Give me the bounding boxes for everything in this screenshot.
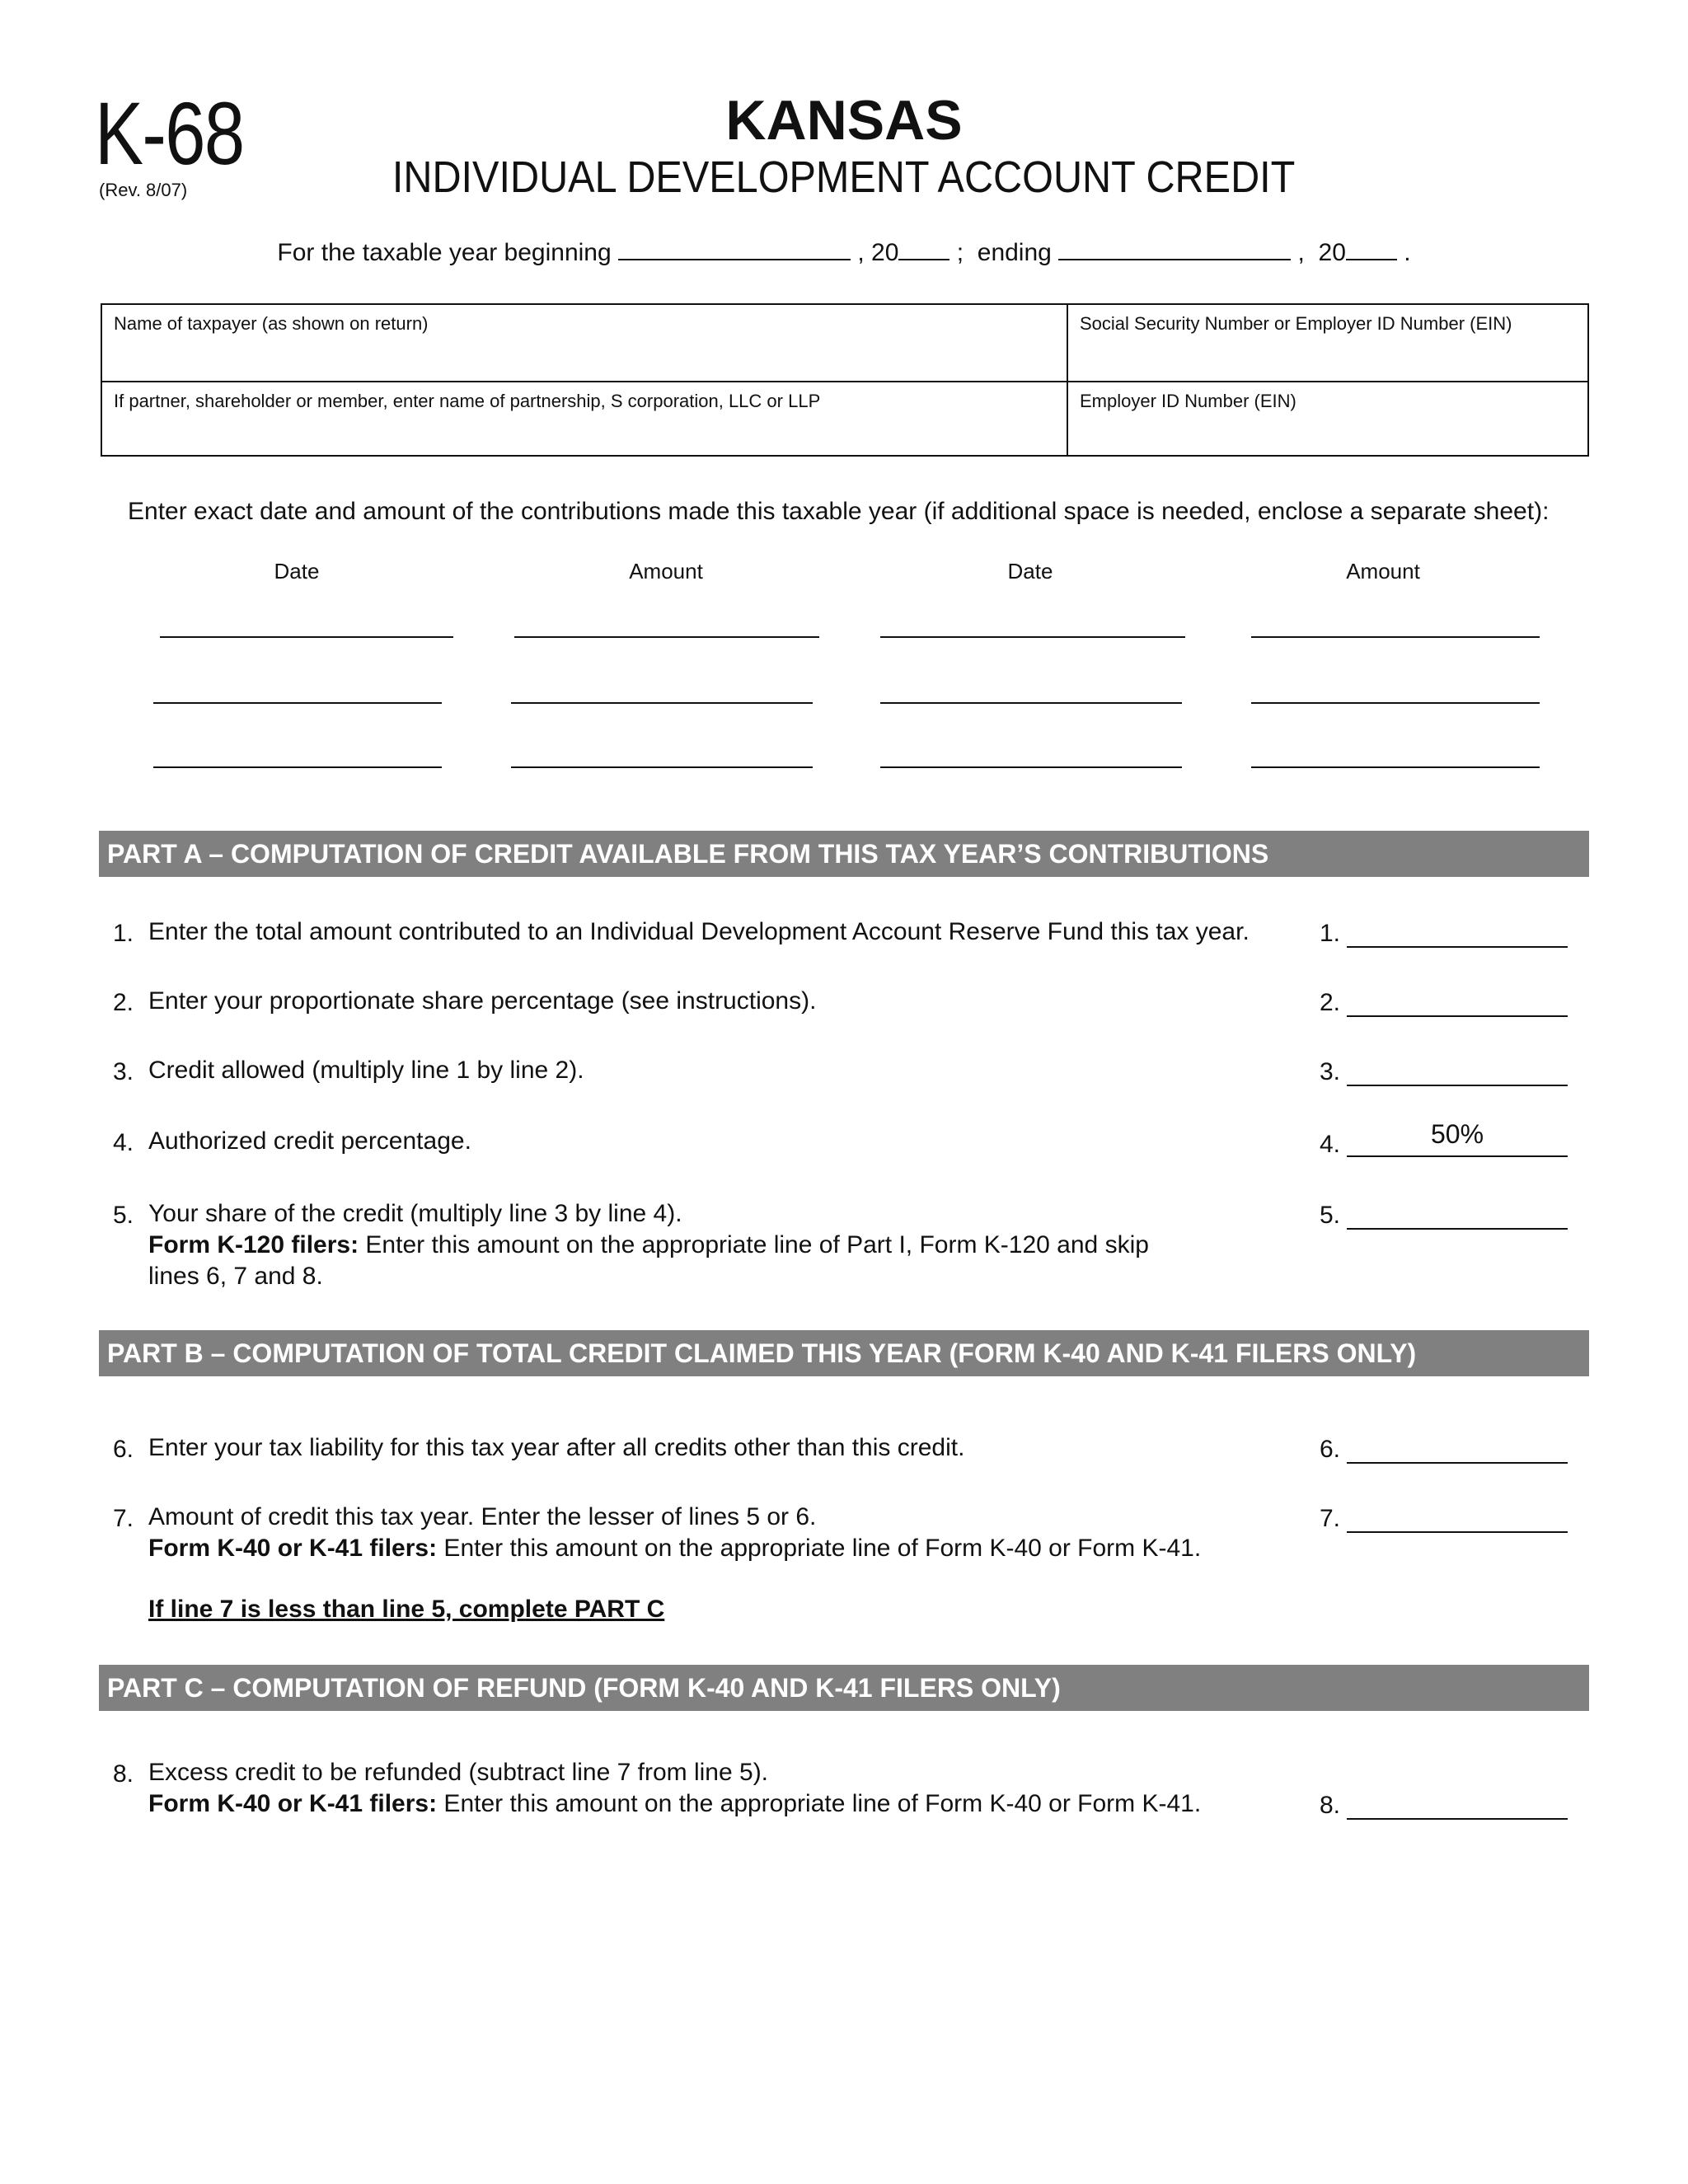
taxpayer-row-2	[102, 381, 1587, 457]
year-ending-label: ; ending	[956, 239, 1052, 266]
line-3-amount-field[interactable]	[1347, 1085, 1568, 1086]
line-number: 2.	[112, 989, 134, 1016]
line-number: 7.	[112, 1505, 134, 1532]
column-header-amount-1: Amount	[629, 559, 703, 583]
line-8-instruction	[148, 1788, 1201, 1820]
line-number: 5.	[112, 1202, 134, 1229]
line-8-amount-field[interactable]	[1347, 1818, 1568, 1820]
part-c-condition-note: If line 7 is less than line 5, complete PART C	[148, 1596, 665, 1623]
line-ref-number: 6.	[1319, 1436, 1340, 1463]
line-7-text: Amount of credit this tax year. Enter the lesser of lines 5 or 6.	[148, 1503, 817, 1530]
contribution-date-field[interactable]	[880, 766, 1182, 768]
line-5-continuation: lines 6, 7 and 8.	[148, 1263, 323, 1290]
contribution-amount-field[interactable]	[1251, 702, 1540, 704]
form-revision: (Rev. 8/07)	[99, 180, 188, 200]
k40-filers-label: Form K-40 or K-41 filers:	[148, 1535, 438, 1562]
line-6-text: Enter your tax liability for this tax year after all credits other than this credit.	[148, 1434, 965, 1461]
part-c-header: PART C – COMPUTATION OF REFUND (FORM K-40 AND K-41 FILERS ONLY)	[99, 1665, 1589, 1711]
line-2-text: Enter your proportionate share percentage (see instructions).	[148, 987, 817, 1015]
k120-filers-label: Form K-120 filers:	[148, 1231, 359, 1258]
line-5-instruction	[148, 1230, 1149, 1261]
line-5-amount-field[interactable]	[1347, 1228, 1568, 1230]
contribution-amount-field[interactable]	[514, 636, 819, 638]
line-4-amount-field[interactable]	[1347, 1155, 1568, 1157]
line-6-amount-field[interactable]	[1347, 1462, 1568, 1464]
partnership-name-field[interactable]	[102, 382, 1068, 457]
line-4-value: 50%	[1430, 1119, 1484, 1149]
line-number: 6.	[112, 1436, 134, 1463]
line-ref-number: 5.	[1319, 1202, 1340, 1229]
k40-filers-label: Form K-40 or K-41 filers:	[148, 1790, 438, 1817]
column-header-date-2: Date	[1007, 559, 1053, 583]
line-7-instruction	[148, 1533, 1201, 1564]
line-ref-number: 8.	[1319, 1792, 1340, 1819]
line-ref-number: 2.	[1319, 989, 1340, 1016]
line-number: 8.	[112, 1760, 134, 1788]
taxable-year-line	[0, 239, 1688, 267]
ssn-field[interactable]	[1068, 305, 1589, 381]
ssn-label: Social Security Number or Employer ID Number (EIN)	[1080, 313, 1512, 334]
form-title	[0, 152, 1688, 202]
line-7-amount-field[interactable]	[1347, 1531, 1568, 1533]
year-begin-year-field[interactable]	[898, 239, 950, 260]
line-8-instruction-text: Enter this amount on the appropriate line of Form K-40 or Form K-41.	[437, 1790, 1202, 1817]
year-begin-date-field[interactable]	[618, 239, 851, 260]
contribution-amount-field[interactable]	[1251, 636, 1540, 638]
part-b-header: PART B – COMPUTATION OF TOTAL CREDIT CLAIMED THIS YEAR (FORM K-40 AND K-41 FILERS ONLY)	[99, 1330, 1589, 1376]
taxable-year-prefix: For the taxable year beginning	[277, 239, 612, 266]
taxpayer-name-field[interactable]	[102, 305, 1068, 381]
ein-field[interactable]	[1068, 382, 1589, 457]
form-title-text: INDIVIDUAL DEVELOPMENT ACCOUNT CREDIT	[392, 152, 1296, 202]
line-number: 4.	[112, 1129, 134, 1156]
state-title: KANSAS	[725, 89, 963, 152]
contribution-amount-field[interactable]	[511, 702, 813, 704]
contribution-date-field[interactable]	[880, 702, 1182, 704]
contribution-date-field[interactable]	[160, 636, 453, 638]
line-5-text: Your share of the credit (multiply line 3 by line 4).	[148, 1200, 682, 1227]
line-3-text: Credit allowed (multiply line 1 by line 2).	[148, 1057, 584, 1084]
taxpayer-row-1	[102, 305, 1587, 381]
year-begin-20: , 20	[857, 239, 899, 266]
line-ref-number: 3.	[1319, 1058, 1340, 1085]
line-number: 3.	[112, 1058, 134, 1085]
column-header-amount-2: Amount	[1346, 559, 1420, 583]
year-end-punct: .	[1404, 239, 1411, 266]
line-8-text: Excess credit to be refunded (subtract line 7 from line 5).	[148, 1759, 769, 1786]
partnership-name-label: If partner, shareholder or member, enter name of partnership, S corporation, LLC or LLP	[114, 391, 821, 411]
taxpayer-info-box	[101, 303, 1589, 457]
taxpayer-name-label: Name of taxpayer (as shown on return)	[114, 313, 429, 334]
contribution-date-field[interactable]	[880, 636, 1185, 638]
contributions-instruction: Enter exact date and amount of the contributions made this taxable year (if additional space is needed, enclose a separate sheet):	[128, 498, 1550, 525]
contribution-date-field[interactable]	[153, 702, 442, 704]
part-a-header: PART A – COMPUTATION OF CREDIT AVAILABLE FROM THIS TAX YEAR’S CONTRIBUTIONS	[99, 831, 1589, 877]
line-7-instruction-text: Enter this amount on the appropriate line of Form K-40 or Form K-41.	[437, 1535, 1202, 1562]
line-5-instruction-text: Enter this amount on the appropriate line of Part I, Form K-120 and skip	[359, 1231, 1149, 1258]
form-number: K-68	[95, 83, 244, 183]
line-1-text: Enter the total amount contributed to an Individual Development Account Reserve Fund this tax year.	[148, 918, 1250, 945]
column-header-date-1: Date	[274, 559, 320, 583]
line-ref-number: 4.	[1319, 1131, 1340, 1158]
year-end-20: , 20	[1297, 239, 1346, 266]
line-4-text: Authorized credit percentage.	[148, 1127, 471, 1155]
line-number: 1.	[112, 920, 134, 947]
year-end-year-field[interactable]	[1346, 239, 1397, 260]
line-ref-number: 7.	[1319, 1505, 1340, 1532]
line-2-amount-field[interactable]	[1347, 1015, 1568, 1017]
contribution-amount-field[interactable]	[1251, 766, 1540, 768]
year-end-date-field[interactable]	[1058, 239, 1291, 260]
contribution-amount-field[interactable]	[511, 766, 813, 768]
line-1-amount-field[interactable]	[1347, 946, 1568, 948]
contribution-date-field[interactable]	[153, 766, 442, 768]
line-ref-number: 1.	[1319, 920, 1340, 947]
ein-label: Employer ID Number (EIN)	[1080, 391, 1296, 411]
